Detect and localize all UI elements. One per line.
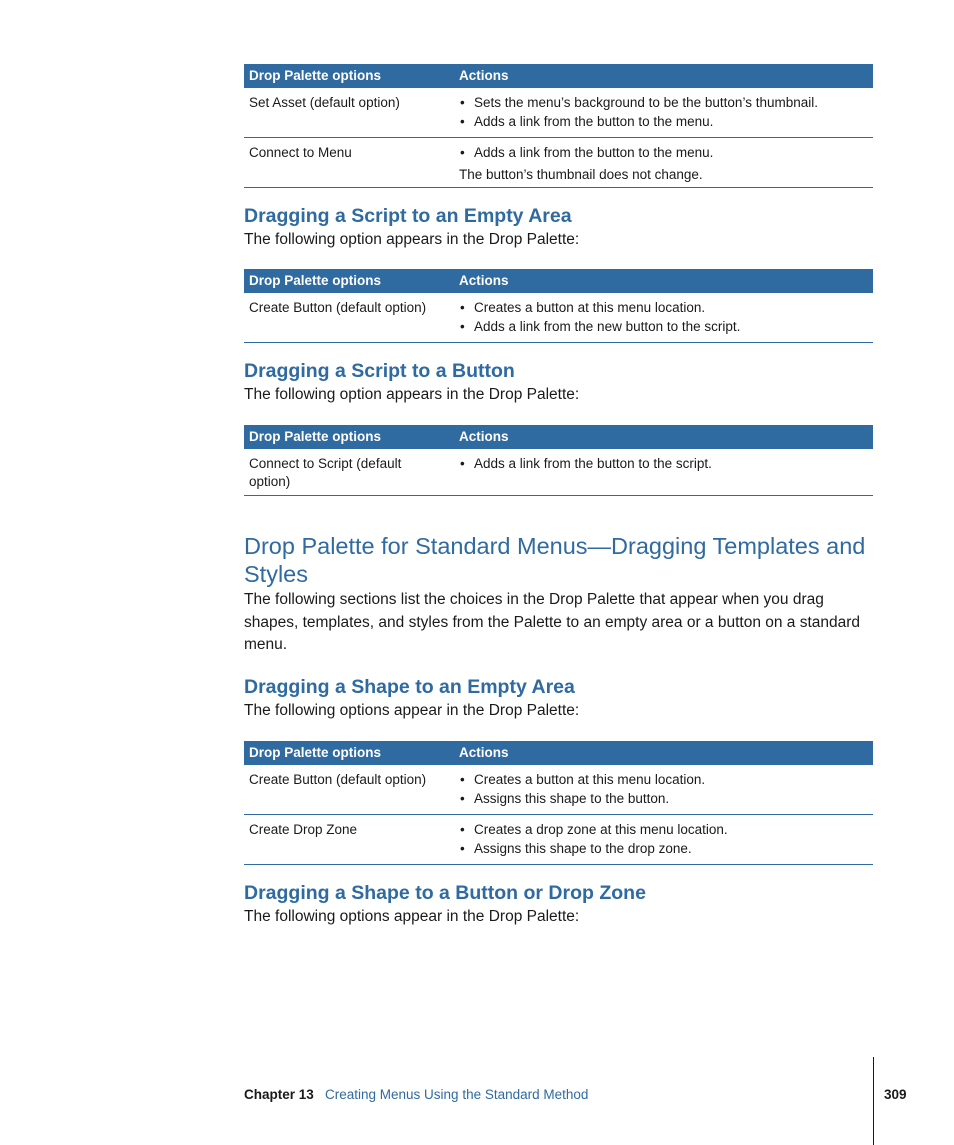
table-row (244, 293, 873, 343)
action-item: • Creates a button at this menu location. (459, 771, 869, 790)
section-body: The following sections list the choices in the Drop Palette that appear when you drag shapes, templates, and styles from the Palette to an empty area or a button on a standard menu. (244, 591, 861, 653)
header-actions: Actions (459, 68, 509, 83)
actions-cell (459, 144, 869, 184)
table-row (244, 765, 873, 815)
page-number: 309 (884, 1087, 907, 1102)
header-options: Drop Palette options (249, 68, 382, 83)
actions-cell (459, 821, 869, 858)
table-row (244, 449, 873, 496)
actions-cell (459, 299, 869, 336)
header-actions: Actions (459, 429, 509, 444)
option-cell: Create Button (default option) (249, 772, 427, 787)
action-item: • Creates a drop zone at this menu location. (459, 821, 869, 840)
action-item: • Adds a link from the button to the menu. (459, 144, 869, 163)
page-title: Drop Palette for Standard Menus—Dragging Templates and Styles (244, 533, 866, 587)
action-note: The button’s thumbnail does not change. (459, 166, 703, 182)
actions-cell (459, 771, 869, 808)
table-header (244, 741, 873, 765)
header-options: Drop Palette options (249, 273, 382, 288)
option-cell: Connect to Menu (249, 145, 352, 160)
footer-chapter: Chapter 13 (244, 1087, 314, 1102)
drop-palette-table-script-button (244, 425, 873, 496)
table-row (244, 815, 873, 865)
actions-cell (459, 94, 869, 131)
table-header (244, 269, 873, 293)
section-heading: Dragging a Script to an Empty Area (244, 205, 572, 227)
action-item: • Assigns this shape to the button. (459, 790, 869, 809)
action-item: • Adds a link from the new button to the script. (459, 318, 869, 337)
section-heading: Dragging a Script to a Button (244, 360, 515, 382)
section-intro: The following options appear in the Drop Palette: (244, 908, 580, 925)
action-item: • Adds a link from the button to the script. (459, 455, 869, 474)
action-item: • Assigns this shape to the drop zone. (459, 840, 869, 859)
table-header (244, 64, 873, 88)
section-heading: Dragging a Shape to a Button or Drop Zone (244, 882, 646, 904)
action-item: • Sets the menu’s background to be the button’s thumbnail. (459, 94, 869, 113)
section-intro: The following options appear in the Drop Palette: (244, 702, 580, 719)
header-actions: Actions (459, 273, 509, 288)
footer-divider (873, 1057, 874, 1145)
header-options: Drop Palette options (249, 745, 382, 760)
option-cell: Set Asset (default option) (249, 95, 400, 110)
action-item: • Creates a button at this menu location. (459, 299, 869, 318)
table-header (244, 425, 873, 449)
drop-palette-table-asset (244, 64, 873, 188)
option-cell: Create Button (default option) (249, 300, 427, 315)
section-intro: The following option appears in the Drop Palette: (244, 231, 580, 248)
drop-palette-table-script-empty (244, 269, 873, 343)
drop-palette-table-shape-empty (244, 741, 873, 865)
option-cell: Create Drop Zone (249, 822, 358, 837)
header-options: Drop Palette options (249, 429, 382, 444)
section-heading: Dragging a Shape to an Empty Area (244, 676, 575, 698)
section-intro: The following option appears in the Drop Palette: (244, 386, 580, 403)
header-actions: Actions (459, 745, 509, 760)
table-row (244, 138, 873, 188)
actions-cell (459, 455, 869, 474)
action-item: • Adds a link from the button to the menu. (459, 113, 869, 132)
table-row (244, 88, 873, 138)
footer-chapter-title: Creating Menus Using the Standard Method (325, 1087, 589, 1102)
option-cell: Connect to Script (default option) (249, 456, 402, 489)
